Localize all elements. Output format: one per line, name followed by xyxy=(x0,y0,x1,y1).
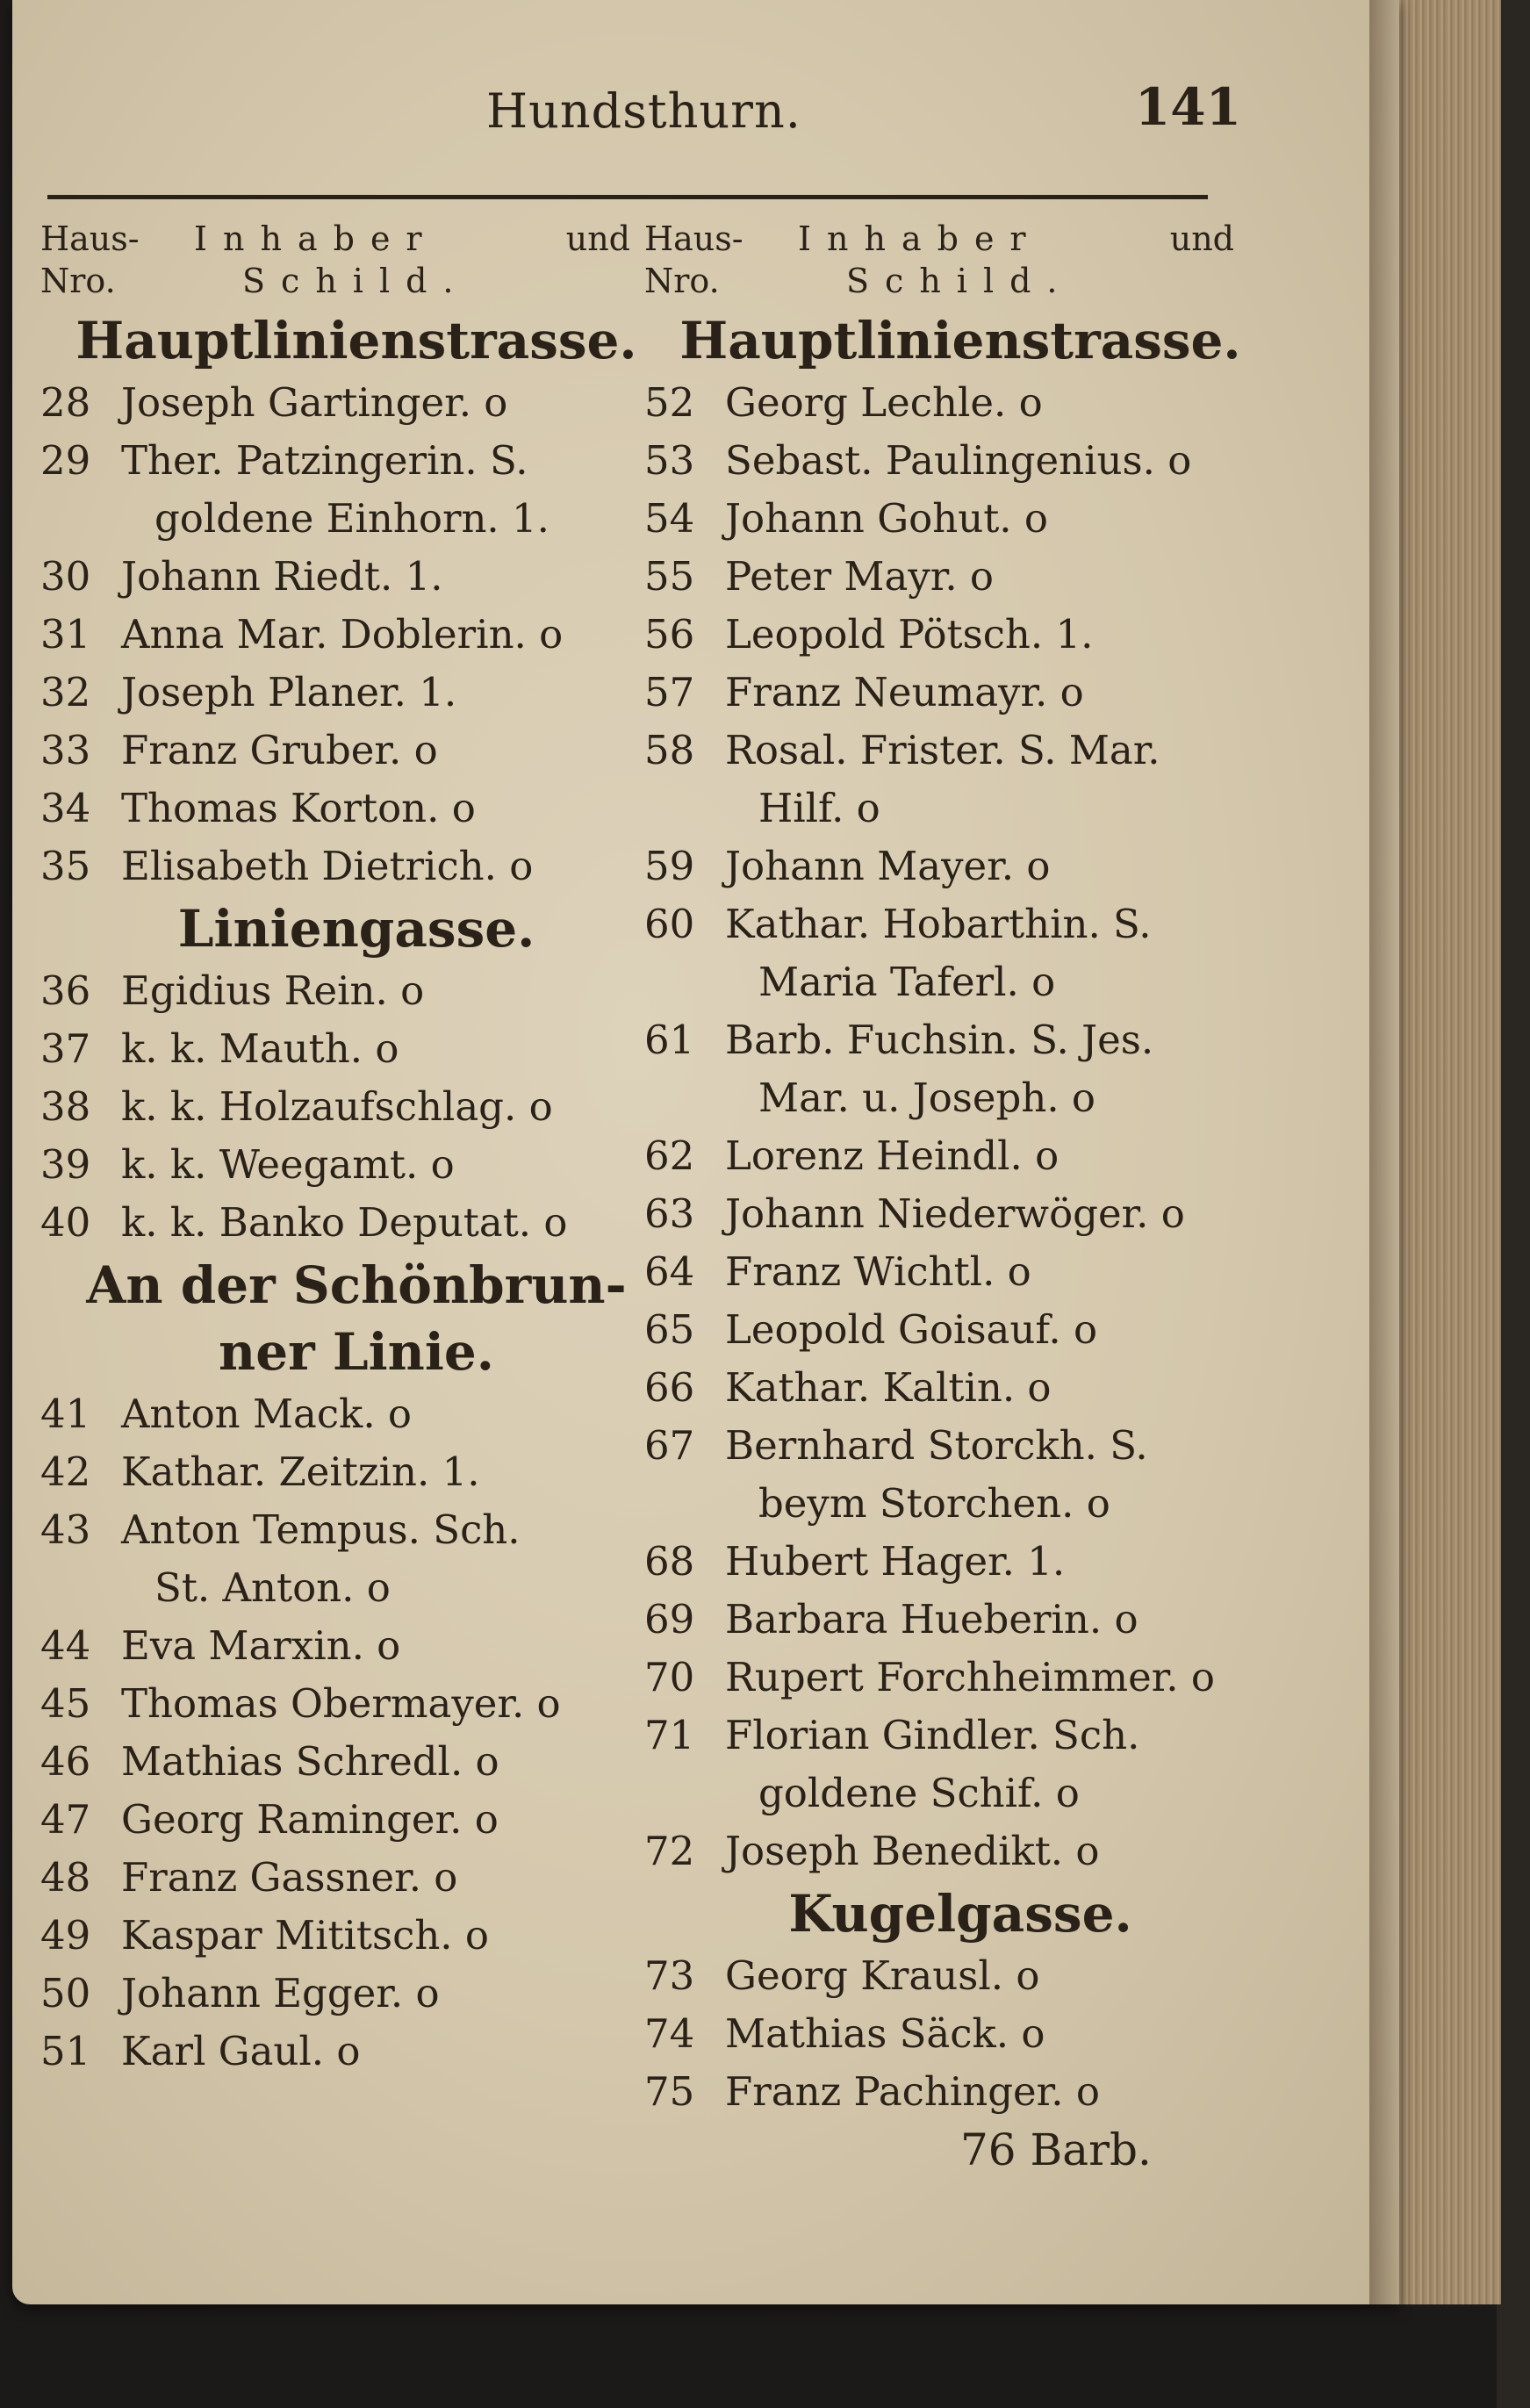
entry-continuation: beym Storchen. o xyxy=(758,1480,1110,1527)
owner-name: Sebast. Paulingenius. o xyxy=(725,437,1192,484)
house-entry xyxy=(644,664,1241,722)
house-entry xyxy=(644,722,1241,780)
house-entry xyxy=(40,606,637,664)
owner-name: Anna Mar. Doblerin. o xyxy=(121,611,564,658)
street-heading: Hauptlinienstrasse. xyxy=(679,311,1241,370)
owner-name: Anton Mack. o xyxy=(121,1391,413,1437)
owner-name: Thomas Obermayer. o xyxy=(121,1680,561,1727)
house-entry xyxy=(40,2023,637,2081)
entry-continuation: Maria Taferl. o xyxy=(758,959,1056,1005)
house-label: Haus- xyxy=(40,219,140,258)
house-entry xyxy=(40,1078,637,1136)
house-number: 55 xyxy=(644,553,695,600)
house-number: 33 xyxy=(40,727,91,773)
house-entry xyxy=(644,1649,1241,1707)
house-number: 34 xyxy=(40,785,91,831)
right-entries xyxy=(644,307,1241,2121)
backdrop xyxy=(1497,0,1530,2408)
house-number: 61 xyxy=(644,1017,695,1063)
left-entries xyxy=(40,307,637,2081)
house-number: 47 xyxy=(40,1796,91,1843)
house-entry xyxy=(644,374,1241,432)
house-number: 32 xyxy=(40,669,91,715)
house-entry xyxy=(40,780,637,837)
house-entry xyxy=(40,1907,637,1965)
owner-name: Thomas Korton. o xyxy=(121,785,476,831)
owner-label: Inhaber xyxy=(798,219,1042,258)
owner-name: Barbara Hueberin. o xyxy=(725,1596,1139,1642)
house-number: 46 xyxy=(40,1738,91,1785)
house-number: 64 xyxy=(644,1248,695,1295)
owner-name: Johann Niederwöger. o xyxy=(725,1190,1185,1237)
house-entry xyxy=(644,1011,1241,1069)
house-number: 52 xyxy=(644,379,695,426)
house-number: 30 xyxy=(40,553,91,600)
house-number: 35 xyxy=(40,843,91,889)
house-entry xyxy=(644,2063,1241,2121)
house-number: 39 xyxy=(40,1141,91,1188)
house-number: 50 xyxy=(40,1970,91,2016)
left-column xyxy=(40,219,637,2081)
entry-continuation: Mar. u. Joseph. o xyxy=(758,1075,1096,1121)
house-entry xyxy=(40,1020,637,1078)
house-number: 44 xyxy=(40,1622,91,1669)
house-entry xyxy=(40,722,637,780)
house-number: 29 xyxy=(40,437,91,484)
number-label: Nro. xyxy=(40,262,116,300)
owner-name: Johann Gohut. o xyxy=(725,495,1048,542)
house-number: 67 xyxy=(644,1422,695,1469)
house-entry xyxy=(40,548,637,606)
house-entry xyxy=(644,2005,1241,2063)
owner-name: Elisabeth Dietrich. o xyxy=(121,843,534,889)
house-number: 60 xyxy=(644,901,695,947)
house-number: 37 xyxy=(40,1025,91,1072)
owner-name: Karl Gaul. o xyxy=(121,2028,361,2074)
house-number: 28 xyxy=(40,379,91,426)
house-number: 74 xyxy=(644,2010,695,2057)
owner-name: Joseph Gartinger. o xyxy=(121,379,508,426)
owner-name: Kathar. Zeitzin. 1. xyxy=(121,1448,480,1495)
owner-name: Franz Gassner. o xyxy=(121,1854,458,1901)
house-entry xyxy=(40,962,637,1020)
street-heading: An der Schönbrun- xyxy=(86,1255,627,1315)
house-entry xyxy=(644,1533,1241,1591)
house-number: 63 xyxy=(644,1190,695,1237)
entry-continuation: Hilf. o xyxy=(758,785,880,831)
house-entry xyxy=(644,1301,1241,1359)
owner-name: Johann Riedt. 1. xyxy=(121,553,443,600)
owner-name: Egidius Rein. o xyxy=(121,967,425,1014)
owner-name: Lorenz Heindl. o xyxy=(725,1132,1060,1179)
owner-name: Franz Wichtl. o xyxy=(725,1248,1031,1295)
owner-name: Peter Mayr. o xyxy=(725,553,995,600)
house-entry xyxy=(644,1243,1241,1301)
house-entry xyxy=(40,1849,637,1907)
house-number: 38 xyxy=(40,1083,91,1130)
house-entry xyxy=(644,895,1241,953)
house-number: 43 xyxy=(40,1506,91,1553)
house-number: 68 xyxy=(644,1538,695,1585)
house-entry xyxy=(644,1822,1241,1880)
house-number: 75 xyxy=(644,2068,695,2115)
owner-name: Franz Pachinger. o xyxy=(725,2068,1100,2115)
owner-name: Hubert Hager. 1. xyxy=(725,1538,1066,1585)
sign-label: Schild. xyxy=(846,262,1074,300)
house-entry xyxy=(644,606,1241,664)
entry-continuation: goldene Schif. o xyxy=(758,1770,1080,1816)
house-number: 59 xyxy=(644,843,695,889)
house-label: Haus- xyxy=(644,219,743,258)
and-label: und xyxy=(1169,219,1234,258)
owner-name: Franz Neumayr. o xyxy=(725,669,1084,715)
sign-label: Schild. xyxy=(242,262,470,300)
owner-name: Georg Lechle. o xyxy=(725,379,1043,426)
house-entry xyxy=(644,1591,1241,1649)
owner-name: Leopold Goisauf. o xyxy=(725,1306,1098,1353)
owner-name: Joseph Benedikt. o xyxy=(725,1828,1100,1874)
house-number: 49 xyxy=(40,1912,91,1959)
house-number: 66 xyxy=(644,1364,695,1411)
house-entry xyxy=(40,837,637,895)
number-label: Nro. xyxy=(644,262,720,300)
owner-name: Ther. Patzingerin. S. xyxy=(121,437,528,484)
street-heading: Liniengasse. xyxy=(177,899,535,959)
house-entry xyxy=(40,1385,637,1443)
house-entry xyxy=(40,432,637,490)
header-rule xyxy=(47,195,1208,199)
owner-name: Kathar. Kaltin. o xyxy=(725,1364,1052,1411)
house-entry xyxy=(40,1501,637,1559)
owner-name: Georg Krausl. o xyxy=(725,1952,1040,1999)
house-entry xyxy=(40,1965,637,2023)
house-entry xyxy=(644,432,1241,490)
and-label: und xyxy=(565,219,630,258)
right-column xyxy=(644,219,1241,2121)
house-entry xyxy=(644,1359,1241,1417)
owner-name: k. k. Weegamt. o xyxy=(121,1141,455,1188)
book-page xyxy=(12,0,1399,2304)
owner-name: Bernhard Storckh. S. xyxy=(725,1422,1148,1469)
house-entry xyxy=(40,1675,637,1733)
house-entry xyxy=(644,1707,1241,1765)
owner-name: k. k. Mauth. o xyxy=(121,1025,399,1072)
house-number: 56 xyxy=(644,611,695,658)
street-heading: ner Linie. xyxy=(219,1322,494,1382)
owner-name: Florian Gindler. Sch. xyxy=(725,1712,1140,1758)
house-number: 69 xyxy=(644,1596,695,1642)
house-entry xyxy=(644,1185,1241,1243)
house-entry xyxy=(40,1733,637,1791)
gutter-shadow xyxy=(1369,0,1409,2304)
owner-name: Mathias Säck. o xyxy=(725,2010,1045,2057)
owner-name: Leopold Pötsch. 1. xyxy=(725,611,1094,658)
house-entry xyxy=(40,1136,637,1194)
house-entry xyxy=(644,490,1241,548)
house-number: 51 xyxy=(40,2028,91,2074)
house-entry xyxy=(644,1947,1241,2005)
house-number: 72 xyxy=(644,1828,695,1874)
house-number: 41 xyxy=(40,1391,91,1437)
house-number: 40 xyxy=(40,1199,91,1246)
house-entry xyxy=(644,1417,1241,1475)
street-heading: Kugelgasse. xyxy=(788,1884,1132,1944)
owner-name: k. k. Holzaufschlag. o xyxy=(121,1083,553,1130)
owner-name: Joseph Planer. 1. xyxy=(121,669,457,715)
house-number: 31 xyxy=(40,611,91,658)
owner-name: Johann Egger. o xyxy=(121,1970,440,2016)
owner-name: Barb. Fuchsin. S. Jes. xyxy=(725,1017,1154,1063)
house-entry xyxy=(40,1443,637,1501)
owner-name: Georg Raminger. o xyxy=(121,1796,499,1843)
house-number: 48 xyxy=(40,1854,91,1901)
owner-name: Franz Gruber. o xyxy=(121,727,438,773)
entry-continuation: goldene Einhorn. 1. xyxy=(154,495,550,542)
house-entry xyxy=(40,374,637,432)
house-number: 70 xyxy=(644,1654,695,1700)
house-number: 45 xyxy=(40,1680,91,1727)
owner-name: Rosal. Frister. S. Mar. xyxy=(725,727,1160,773)
house-number: 53 xyxy=(644,437,695,484)
owner-name: Mathias Schredl. o xyxy=(121,1738,499,1785)
owner-name: Johann Mayer. o xyxy=(725,843,1051,889)
house-number: 73 xyxy=(644,1952,695,1999)
house-number: 58 xyxy=(644,727,695,773)
catchword: 76 Barb. xyxy=(960,2124,1152,2175)
owner-name: Rupert Forchheimmer. o xyxy=(725,1654,1215,1700)
column-header-right xyxy=(644,219,1241,307)
house-number: 57 xyxy=(644,669,695,715)
page-number: 141 xyxy=(1134,77,1241,137)
owner-name: k. k. Banko Deputat. o xyxy=(121,1199,568,1246)
house-number: 71 xyxy=(644,1712,695,1758)
house-entry xyxy=(40,1194,637,1252)
house-number: 62 xyxy=(644,1132,695,1179)
column-header-left xyxy=(40,219,637,307)
house-number: 36 xyxy=(40,967,91,1014)
owner-name: Eva Marxin. o xyxy=(121,1622,401,1669)
street-heading: Hauptlinienstrasse. xyxy=(75,311,637,370)
house-entry xyxy=(40,1791,637,1849)
house-number: 54 xyxy=(644,495,695,542)
owner-name: Kaspar Mititsch. o xyxy=(121,1912,489,1959)
house-number: 65 xyxy=(644,1306,695,1353)
house-entry xyxy=(40,664,637,722)
house-entry xyxy=(644,837,1241,895)
house-entry xyxy=(40,1617,637,1675)
running-header-title: Hundsthurn. xyxy=(486,83,801,139)
entry-continuation: St. Anton. o xyxy=(154,1564,391,1611)
house-number: 42 xyxy=(40,1448,91,1495)
owner-label: Inhaber xyxy=(194,219,438,258)
owner-name: Anton Tempus. Sch. xyxy=(121,1506,521,1553)
owner-name: Kathar. Hobarthin. S. xyxy=(725,901,1152,947)
house-entry xyxy=(644,1127,1241,1185)
house-entry xyxy=(644,548,1241,606)
